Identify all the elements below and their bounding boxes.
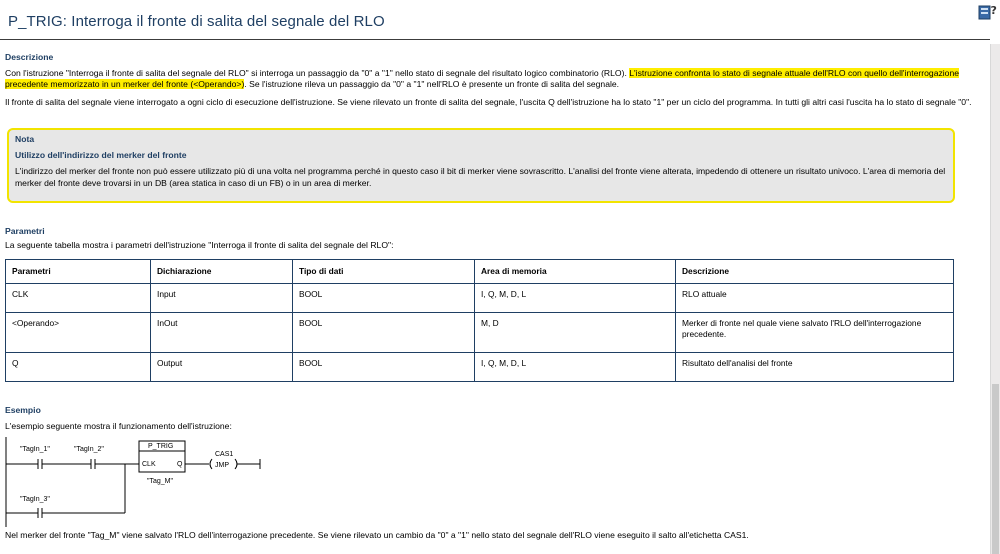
section-esempio: Esempio [5, 405, 41, 415]
table-row [6, 313, 954, 353]
table-cell: Merker di fronte nel quale viene salvato l'RLO dell'interrogazione precedente. [676, 313, 954, 353]
table-header: Parametri [6, 260, 151, 284]
table-cell: <Operando> [6, 313, 151, 353]
jmp-label: JMP [215, 462, 229, 469]
note-text: L'indirizzo del merker del fronte non può essere utilizzato più di una volta nel programma perché in questo caso il bit di merker viene sovrascritto. L'analisi del fronte viene alterata, impedendo di ottenere un risultato univoco. L'area di memoria del merker del fronte deve trovarsi in un DB (area statica in caso di un FB) o in un area di merker. [15, 166, 946, 188]
scrollbar-thumb[interactable] [992, 384, 999, 554]
note-box [7, 128, 955, 203]
table-cell: CLK [6, 284, 151, 313]
table-cell: InOut [151, 313, 293, 353]
parameters-intro: La seguente tabella mostra i parametri dell'istruzione "Interroga il fronte di salita del segnale del RLO": [5, 240, 394, 250]
table-row [6, 353, 954, 382]
table-cell: BOOL [293, 313, 475, 353]
description-paragraph-2: Il fronte di salita del segnale viene interrogato a ogni ciclo di esecuzione dell'istruzione. Se viene rilevato un fronte di salita del segnale, l'uscita Q dell'istruzione ha lo stato "1" per un ciclo del programma. In tutti gli altri casi l'uscita ha lo stato di segnale "0". [5, 97, 972, 107]
table-row [6, 284, 954, 313]
vertical-scrollbar[interactable] [990, 44, 1000, 554]
tag2-label: "TagIn_2" [74, 446, 104, 453]
example-text: Nel merker del fronte "Tag_M" viene salvato l'RLO dell'interrogazione precedente. Se viene rilevato un cambio da "0" a "1" nello stato del segnale dell'RLO viene eseguito il salto all'etichetta CAS1. [5, 530, 749, 540]
tag1-label: "TagIn_1" [20, 446, 50, 453]
table-cell: Output [151, 353, 293, 382]
clk-pin-label: CLK [142, 461, 156, 468]
tag3-label: "TagIn_3" [20, 496, 50, 503]
table-header: Dichiarazione [151, 260, 293, 284]
table-cell: RLO attuale [676, 284, 954, 313]
cas1-label: CAS1 [215, 451, 234, 458]
table-header: Area di memoria [475, 260, 676, 284]
q-pin-label: Q [177, 461, 183, 468]
table-header: Descrizione [676, 260, 954, 284]
table-cell: BOOL [293, 353, 475, 382]
table-cell: Risultato dell'analisi del fronte [676, 353, 954, 382]
table-cell: M, D [475, 313, 676, 353]
page-title: P_TRIG: Interroga il fronte di salita del segnale del RLO [8, 13, 385, 30]
table-cell: I, Q, M, D, L [475, 353, 676, 382]
note-title: Nota [15, 134, 35, 144]
table-cell: I, Q, M, D, L [475, 284, 676, 313]
description-paragraph-1 [5, 68, 990, 90]
svg-text:?: ? [990, 4, 997, 17]
tagm-label: "Tag_M" [147, 478, 173, 485]
section-parametri: Parametri [5, 226, 45, 236]
description-highlight: L'istruzione confronta lo stato di segnale attuale dell'RLO con quello dell'interrogazione precedente memorizzato in un merker del fronte (<Operando>) [5, 68, 960, 90]
title-bar [0, 0, 990, 40]
description-text-a: Con l'istruzione "Interroga il fronte di salita del segnale del RLO" si interroga un passaggio da "0" a "1" nello stato di segnale del risultato logico combinatorio (RLO). [5, 68, 630, 78]
help-book-icon[interactable] [978, 3, 998, 21]
note-subtitle: Utilizzo dell'indirizzo del merker del fronte [15, 150, 187, 161]
ptrig-title: P_TRIG [148, 443, 174, 450]
example-intro: L'esempio seguente mostra il funzionamento dell'istruzione: [5, 421, 232, 431]
description-text-b: . Se l'istruzione rileva un passaggio da "0" a "1" nell'RLO è presente un fronte di salita del segnale. [244, 79, 620, 90]
parameters-table [5, 259, 954, 382]
section-descrizione: Descrizione [5, 52, 54, 62]
ladder-diagram [5, 437, 285, 527]
table-cell: Input [151, 284, 293, 313]
table-cell: BOOL [293, 284, 475, 313]
table-cell: Q [6, 353, 151, 382]
table-header-row [6, 260, 954, 284]
jmp-coil [210, 459, 212, 469]
table-header: Tipo di dati [293, 260, 475, 284]
